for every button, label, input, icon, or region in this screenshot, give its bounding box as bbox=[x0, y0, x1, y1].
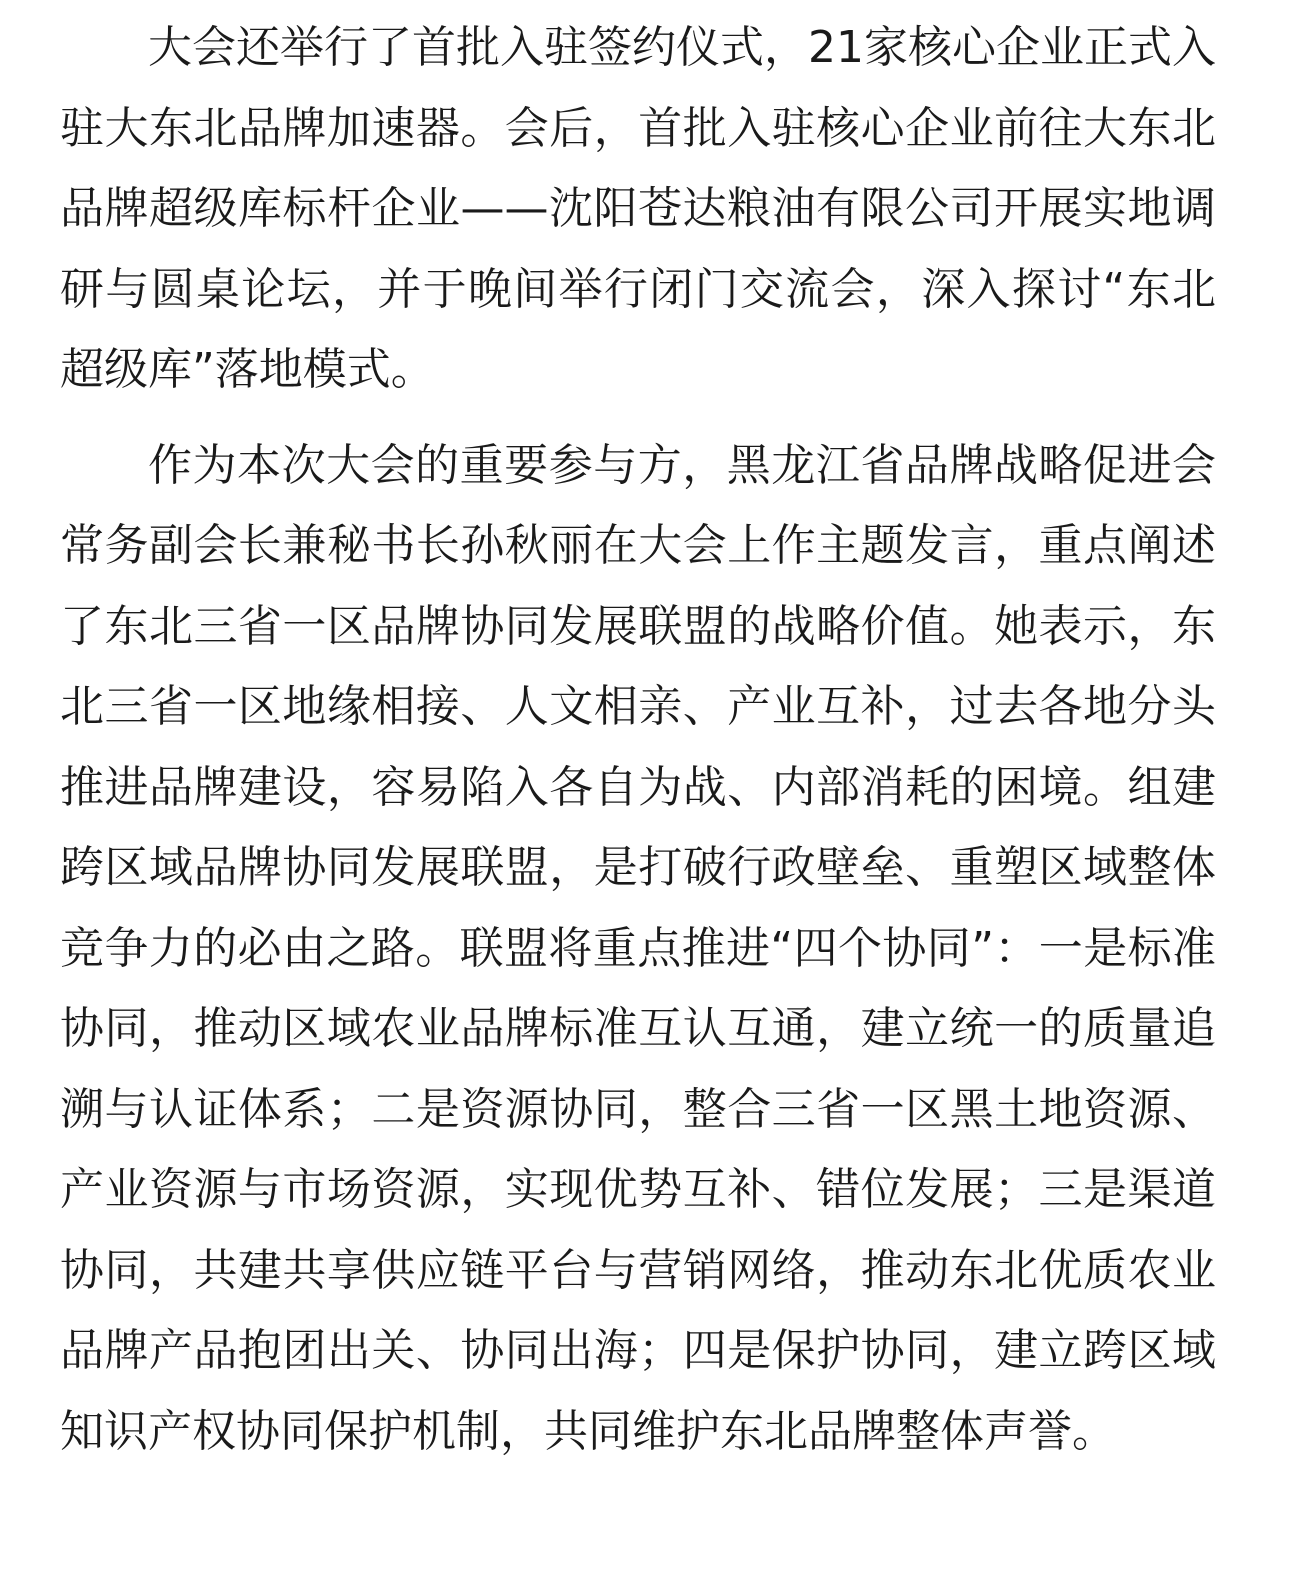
paragraph-signing-ceremony: 大会还举行了首批入驻签约仪式，21家核心企业正式入驻大东北品牌加速器。会后，首批入驻核心企业前往大东北品牌超级库标杆企业——沈阳苍达粮油有限公司开展实地调研与圆桌论坛，并于晚间举行闭门交流会，深入探讨“东北超级库”落地模式。 bbox=[60, 22, 1216, 395]
article-body bbox=[60, 8, 1216, 1472]
paragraph-keynote-speech: 作为本次大会的重要参与方，黑龙江省品牌战略促进会常务副会长兼秘书长孙秋丽在大会上作主题发言，重点阐述了东北三省一区品牌协同发展联盟的战略价值。她表示，东北三省一区地缘相接、人文相亲、产业互补，过去各地分头推进品牌建设，容易陷入各自为战、内部消耗的困境。组建跨区域品牌协同发展联盟，是打破行政壁垒、重塑区域整体竞争力的必由之路。联盟将重点推进“四个协同”：一是标准协同，推动区域农业品牌标准互认互通，建立统一的质量追溯与认证体系；二是资源协同，整合三省一区黑土地资源、产业资源与市场资源，实现优势互补、错位发展；三是渠道协同，共建共享供应链平台与营销网络，推动东北优质农业品牌产品抱团出关、协同出海；四是保护协同，建立跨区域知识产权协同保护机制，共同维护东北品牌整体声誉。 bbox=[60, 439, 1216, 1457]
